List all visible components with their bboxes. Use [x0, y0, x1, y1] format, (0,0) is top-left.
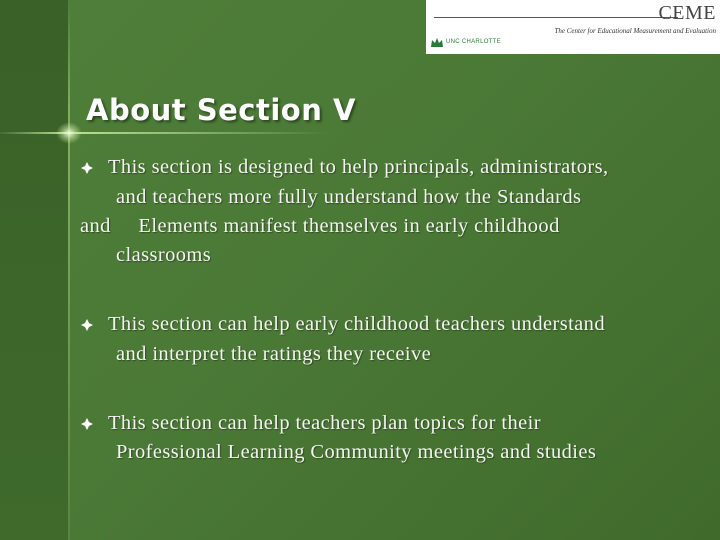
logo-tagline: The Center for Educational Measurement and Evaluation [554, 27, 716, 35]
bullet-2-line-1: This section can help early childhood teachers understand [108, 313, 605, 335]
unc-charlotte-logo [430, 36, 501, 48]
ceme-logo [426, 0, 720, 54]
slide-title: About Section V [86, 93, 356, 127]
unc-crown-icon [430, 36, 444, 48]
bullet-2-line-2: and interpret the ratings they receive [116, 343, 432, 365]
university-name: UNC CHARLOTTE [446, 39, 501, 45]
left-band [0, 0, 68, 540]
bullet-1-line-1: This section is designed to help principals, administrators, [108, 156, 609, 178]
bullet-3-line-1: This section can help teachers plan topics for their [108, 412, 541, 434]
logo-wordmark: CEME [658, 2, 716, 24]
logo-rule [434, 17, 678, 18]
bullet-1-line-3: and Elements manifest themselves in early childhood [80, 215, 560, 237]
bullet-1-line-2: and teachers more fully understand how the Standards [116, 186, 582, 208]
bullet-3-line-2: Professional Learning Community meetings and studies [116, 441, 597, 463]
diamond-bullet-icon [80, 161, 94, 175]
bullet-1-line-4: classrooms [116, 244, 212, 266]
diamond-bullet-icon [80, 417, 94, 431]
vertical-accent-line [68, 0, 70, 540]
diamond-bullet-icon [80, 318, 94, 332]
horizontal-accent-line [0, 132, 330, 134]
sparkle-accent [56, 122, 82, 144]
